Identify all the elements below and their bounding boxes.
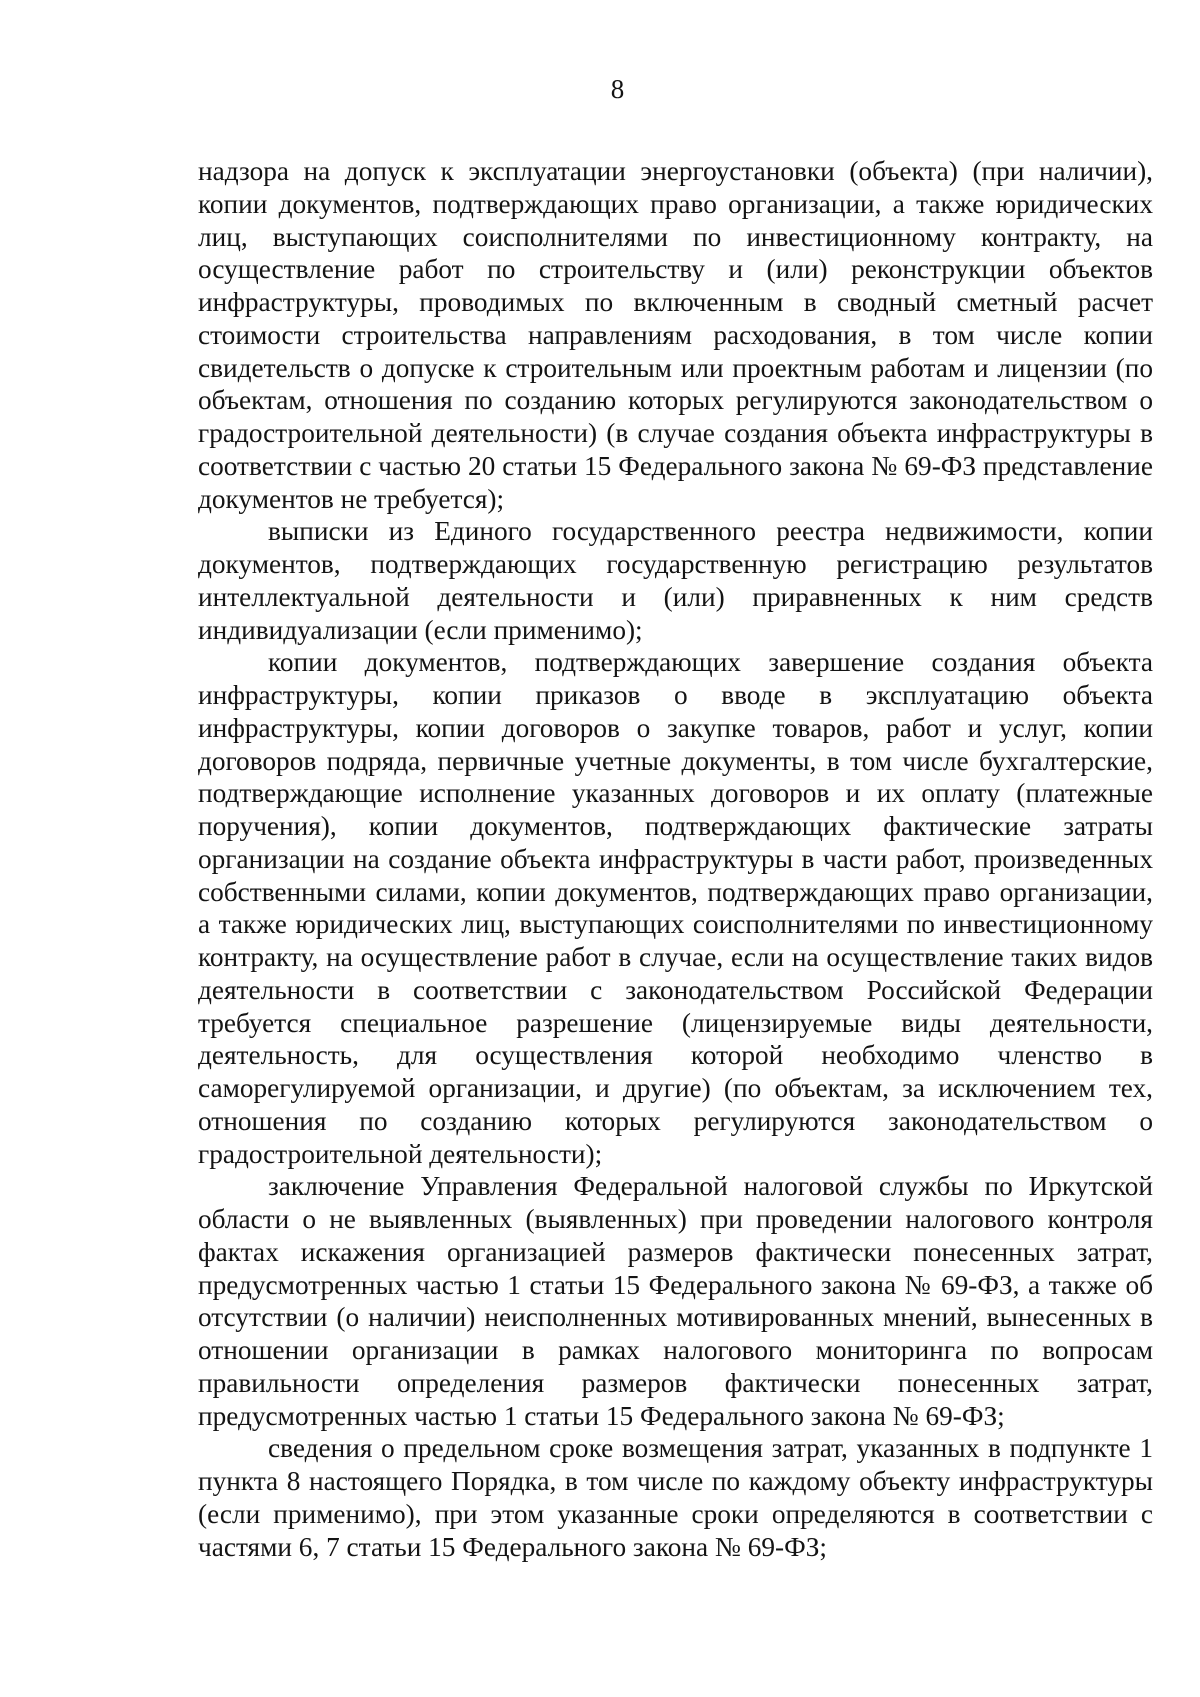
paragraph-completion-documents: копии документов, подтверждающих завершение создания объекта инфраструктуры, копии приказов о вводе в эксплуатацию объекта инфраструктуры, копии договоров о закупке товаров, работ и услуг, копии договоров подряда, первичные учетные документы, в том числе бухгалтерские, подтверждающие исполнение указанных договоров и их оплату (платежные поручения), копии документов, подтверждающих фактические затраты организации на создание объекта инфраструктуры в части работ, произведенных собственными силами, копии документов, подтверждающих право организации, а также юридических лиц, выступающих соисполнителями по инвестиционному контракту, на осуществление работ в случае, если на осуществление таких видов деятельности в соответствии с законодательством Российской Федерации требуется специальное разрешение (лицензируемые виды деятельности, деятельность, для осуществления которой необходимо членство в саморегулируемой организации, и другие) (по объектам, за исключением тех, отношения по созданию которых регулируются законодательством о градостроительной деятельности); — [198, 647, 1153, 1169]
paragraph-tax-service-conclusion: заключение Управления Федеральной налоговой службы по Иркутской области о не выявленных (выявленных) при проведении налогового контроля фактах искажения организацией размеров фактически понесенных затрат, предусмотренных частью 1 статьи 15 Федерального закона № 69-ФЗ, а также об отсутствии (о наличии) неисполненных мотивированных мнений, вынесенных в отношении организации в рамках налогового мониторинга по вопросам правильности определения размеров фактически понесенных затрат, предусмотренных частью 1 статьи 15 Федерального закона № 69-ФЗ; — [198, 1171, 1153, 1431]
paragraph-real-estate-extracts: выписки из Единого государственного реестра недвижимости, копии документов, подтверждающих государственную регистрацию результатов интеллектуальной деятельности и (или) приравненных к ним средств индивидуализации (если применимо); — [198, 516, 1153, 645]
paragraph-continuation: надзора на допуск к эксплуатации энергоустановки (объекта) (при наличии), копии документов, подтверждающих право организации, а также юридических лиц, выступающих соисполнителями по инвестиционному контракту, на осуществление работ по строительству и (или) реконструкции объектов инфраструктуры, проводимых по включенным в сводный сметный расчет стоимости строительства направлениям расходования, в том числе копии свидетельств о допуске к строительным или проектным работам и лицензии (по объектам, отношения по созданию которых регулируются законодательством о градостроительной деятельности) (в случае создания объекта инфраструктуры в соответствии с частью 20 статьи 15 Федерального закона № 69-ФЗ представление документов не требуется); — [198, 156, 1153, 514]
document-body — [198, 155, 1153, 1563]
paragraph-reimbursement-deadline: сведения о предельном сроке возмещения затрат, указанных в подпункте 1 пункта 8 настоящего Порядка, в том числе по каждому объекту инфраструктуры (если применимо), при этом указанные сроки определяются в соответствии с частями 6, 7 статьи 15 Федерального закона № 69-ФЗ; — [198, 1433, 1153, 1562]
page-number: 8 — [610, 74, 625, 104]
